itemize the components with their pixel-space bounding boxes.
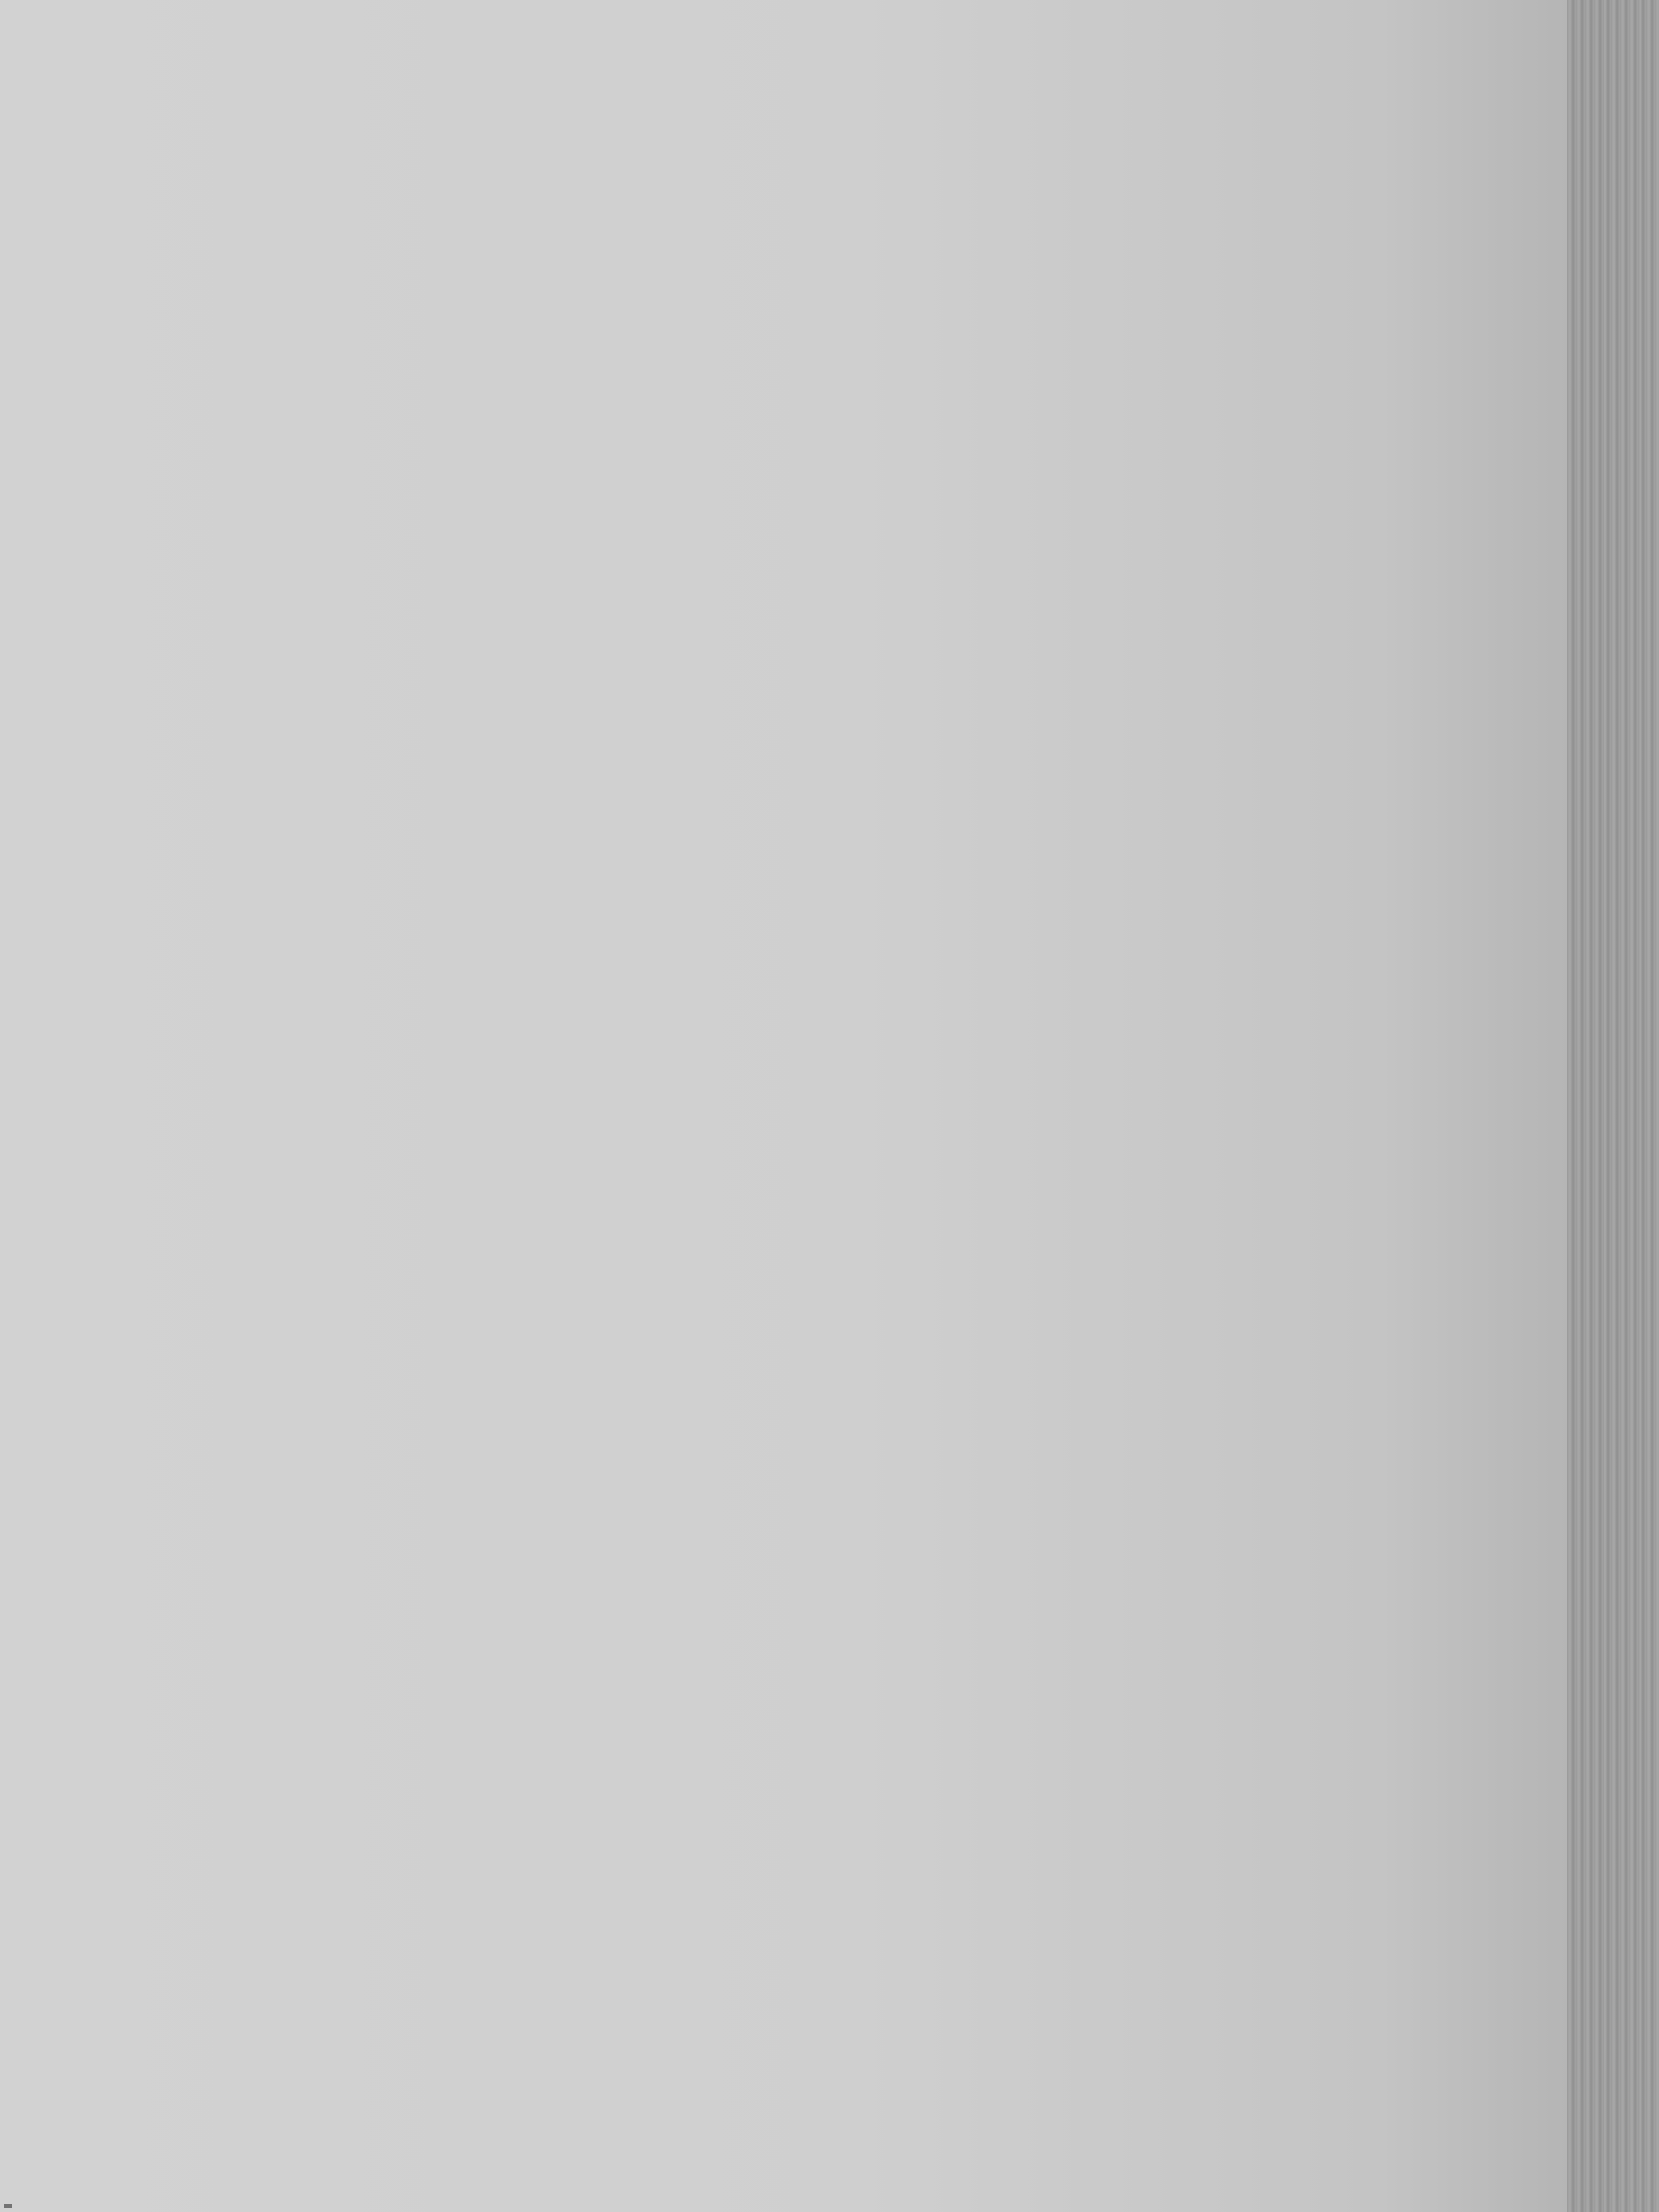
watermark-credit <box>4 2204 12 2208</box>
page-edge <box>1567 0 1659 2212</box>
